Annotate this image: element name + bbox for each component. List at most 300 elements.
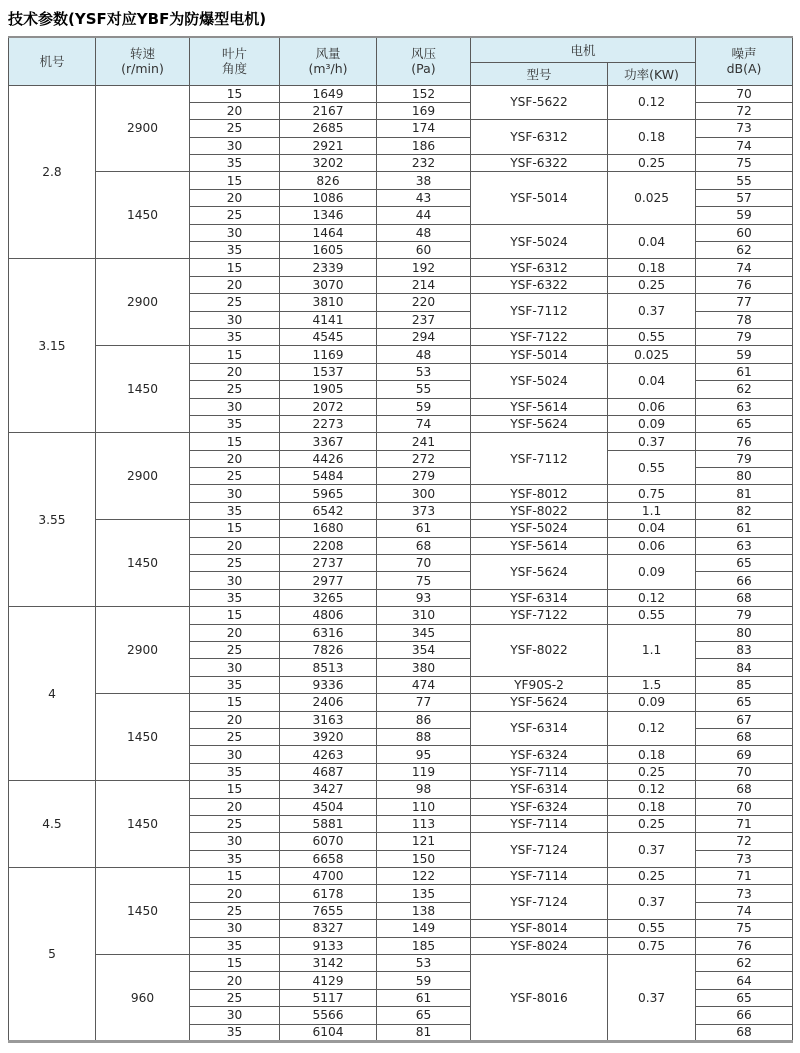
- cell-motor-model: YSF-8022: [471, 502, 608, 519]
- cell-blade-angle: 35: [190, 155, 280, 172]
- cell-air-volume: 2072: [280, 398, 377, 415]
- cell-blade-angle: 25: [190, 728, 280, 745]
- cell-noise: 84: [696, 659, 793, 676]
- cell-motor-power: 0.09: [608, 555, 696, 590]
- cell-air-pressure: 122: [377, 868, 471, 885]
- cell-air-volume: 6542: [280, 502, 377, 519]
- cell-blade-angle: 35: [190, 850, 280, 867]
- table-row: [9, 85, 793, 102]
- cell-air-pressure: 373: [377, 502, 471, 519]
- cell-blade-angle: 20: [190, 450, 280, 467]
- cell-motor-power: 0.37: [608, 294, 696, 329]
- header-noise-unit: dB(A): [726, 61, 762, 77]
- cell-motor-model: YSF-6312: [471, 120, 608, 155]
- cell-noise: 81: [696, 485, 793, 502]
- cell-blade-angle: 35: [190, 328, 280, 345]
- cell-air-pressure: 192: [377, 259, 471, 276]
- cell-machine-no: 3.55: [9, 433, 96, 607]
- cell-air-pressure: 70: [377, 555, 471, 572]
- cell-air-pressure: 237: [377, 311, 471, 328]
- cell-blade-angle: 25: [190, 989, 280, 1006]
- cell-motor-model: YSF-7122: [471, 328, 608, 345]
- cell-noise: 67: [696, 711, 793, 728]
- cell-air-volume: 5117: [280, 989, 377, 1006]
- header-blade-angle: [190, 37, 280, 85]
- cell-air-pressure: 44: [377, 207, 471, 224]
- cell-air-pressure: 48: [377, 224, 471, 241]
- header-air-volume: [280, 37, 377, 85]
- cell-noise: 79: [696, 607, 793, 624]
- cell-air-volume: 9133: [280, 937, 377, 954]
- cell-air-volume: 1086: [280, 189, 377, 206]
- cell-air-pressure: 75: [377, 572, 471, 589]
- cell-air-volume: 3920: [280, 728, 377, 745]
- cell-air-volume: 4263: [280, 746, 377, 763]
- cell-air-volume: 5484: [280, 468, 377, 485]
- cell-air-pressure: 43: [377, 189, 471, 206]
- cell-motor-power: 0.55: [608, 607, 696, 624]
- cell-blade-angle: 25: [190, 902, 280, 919]
- header-motor-power: 功率(KW): [608, 62, 696, 85]
- cell-noise: 75: [696, 155, 793, 172]
- cell-blade-angle: 35: [190, 415, 280, 432]
- cell-blade-angle: 25: [190, 815, 280, 832]
- cell-noise: 80: [696, 624, 793, 641]
- cell-motor-power: 1.1: [608, 624, 696, 676]
- cell-air-volume: 2208: [280, 537, 377, 554]
- header-machine-no: [9, 37, 96, 85]
- cell-motor-power: 0.12: [608, 711, 696, 746]
- cell-blade-angle: 20: [190, 189, 280, 206]
- cell-motor-power: 0.18: [608, 259, 696, 276]
- header-motor-model: 型号: [471, 62, 608, 85]
- cell-air-pressure: 81: [377, 1024, 471, 1041]
- cell-air-pressure: 294: [377, 328, 471, 345]
- cell-motor-power: 1.1: [608, 502, 696, 519]
- cell-air-pressure: 354: [377, 642, 471, 659]
- cell-motor-model: YSF-5014: [471, 346, 608, 363]
- cell-noise: 60: [696, 224, 793, 241]
- cell-blade-angle: 15: [190, 346, 280, 363]
- cell-noise: 62: [696, 955, 793, 972]
- cell-motor-model: YSF-7114: [471, 815, 608, 832]
- cell-machine-no: 5: [9, 868, 96, 1042]
- cell-noise: 57: [696, 189, 793, 206]
- cell-air-pressure: 38: [377, 172, 471, 189]
- page-title: 技术参数(YSF对应YBF为防爆型电机): [8, 10, 267, 28]
- cell-air-pressure: 121: [377, 833, 471, 850]
- cell-air-pressure: 310: [377, 607, 471, 624]
- header-blade-angle-label-1: 叶片: [221, 46, 247, 61]
- cell-motor-model: YSF-8014: [471, 920, 608, 937]
- table-row: [9, 520, 793, 537]
- cell-noise: 70: [696, 798, 793, 815]
- cell-blade-angle: 20: [190, 102, 280, 119]
- cell-air-volume: 1346: [280, 207, 377, 224]
- cell-noise: 62: [696, 242, 793, 259]
- cell-noise: 55: [696, 172, 793, 189]
- cell-blade-angle: 25: [190, 294, 280, 311]
- cell-blade-angle: 30: [190, 1007, 280, 1024]
- cell-motor-model: YSF-6322: [471, 155, 608, 172]
- cell-motor-power: 0.06: [608, 398, 696, 415]
- cell-air-pressure: 152: [377, 85, 471, 102]
- cell-blade-angle: 35: [190, 242, 280, 259]
- cell-motor-model: YSF-7122: [471, 607, 608, 624]
- cell-noise: 76: [696, 276, 793, 293]
- cell-blade-angle: 15: [190, 607, 280, 624]
- cell-air-pressure: 65: [377, 1007, 471, 1024]
- cell-air-pressure: 113: [377, 815, 471, 832]
- table-row: [9, 607, 793, 624]
- cell-motor-model: YSF-8022: [471, 624, 608, 676]
- cell-machine-no: 4.5: [9, 781, 96, 868]
- cell-motor-model: YSF-5624: [471, 694, 608, 711]
- cell-motor-power: 0.09: [608, 694, 696, 711]
- cell-motor-model: YSF-7124: [471, 833, 608, 868]
- cell-air-volume: 6104: [280, 1024, 377, 1041]
- cell-air-volume: 3202: [280, 155, 377, 172]
- cell-noise: 79: [696, 450, 793, 467]
- cell-air-pressure: 345: [377, 624, 471, 641]
- cell-air-pressure: 149: [377, 920, 471, 937]
- cell-air-volume: 2273: [280, 415, 377, 432]
- cell-speed: 1450: [96, 781, 190, 868]
- cell-motor-power: 0.18: [608, 120, 696, 155]
- cell-air-pressure: 53: [377, 955, 471, 972]
- cell-air-volume: 6070: [280, 833, 377, 850]
- cell-air-pressure: 214: [377, 276, 471, 293]
- cell-air-pressure: 48: [377, 346, 471, 363]
- header-noise: [696, 37, 793, 85]
- cell-air-pressure: 68: [377, 537, 471, 554]
- cell-air-pressure: 174: [377, 120, 471, 137]
- cell-noise: 59: [696, 207, 793, 224]
- cell-air-volume: 3142: [280, 955, 377, 972]
- cell-blade-angle: 30: [190, 398, 280, 415]
- cell-motor-power: 0.12: [608, 781, 696, 798]
- cell-motor-power: 0.025: [608, 172, 696, 224]
- cell-blade-angle: 20: [190, 276, 280, 293]
- cell-motor-model: YSF-8024: [471, 937, 608, 954]
- cell-blade-angle: 20: [190, 363, 280, 380]
- table-row: [9, 694, 793, 711]
- cell-noise: 70: [696, 763, 793, 780]
- cell-air-pressure: 138: [377, 902, 471, 919]
- cell-noise: 74: [696, 902, 793, 919]
- cell-air-volume: 5881: [280, 815, 377, 832]
- cell-noise: 68: [696, 781, 793, 798]
- cell-motor-power: 0.75: [608, 485, 696, 502]
- cell-noise: 74: [696, 137, 793, 154]
- cell-air-volume: 826: [280, 172, 377, 189]
- cell-speed: 2900: [96, 607, 190, 694]
- cell-motor-power: 0.75: [608, 937, 696, 954]
- cell-air-volume: 4141: [280, 311, 377, 328]
- cell-air-pressure: 74: [377, 415, 471, 432]
- cell-blade-angle: 30: [190, 833, 280, 850]
- cell-noise: 76: [696, 433, 793, 450]
- cell-air-volume: 4426: [280, 450, 377, 467]
- cell-blade-angle: 15: [190, 868, 280, 885]
- cell-air-pressure: 185: [377, 937, 471, 954]
- cell-blade-angle: 15: [190, 259, 280, 276]
- cell-noise: 71: [696, 868, 793, 885]
- cell-blade-angle: 25: [190, 381, 280, 398]
- cell-noise: 63: [696, 537, 793, 554]
- cell-motor-power: 0.09: [608, 415, 696, 432]
- cell-air-volume: 1169: [280, 346, 377, 363]
- cell-air-pressure: 55: [377, 381, 471, 398]
- cell-blade-angle: 30: [190, 659, 280, 676]
- cell-air-volume: 2339: [280, 259, 377, 276]
- cell-noise: 65: [696, 989, 793, 1006]
- cell-motor-model: YSF-6314: [471, 781, 608, 798]
- cell-air-volume: 4806: [280, 607, 377, 624]
- cell-air-volume: 2921: [280, 137, 377, 154]
- header-air-pressure: [377, 37, 471, 85]
- cell-motor-power: 0.37: [608, 955, 696, 1042]
- technical-parameters-table: [8, 36, 793, 1043]
- cell-air-pressure: 93: [377, 589, 471, 606]
- cell-machine-no: 4: [9, 607, 96, 781]
- cell-blade-angle: 20: [190, 711, 280, 728]
- cell-blade-angle: 15: [190, 172, 280, 189]
- cell-motor-model: YSF-5622: [471, 85, 608, 120]
- cell-motor-model: YSF-5024: [471, 520, 608, 537]
- cell-air-volume: 4687: [280, 763, 377, 780]
- cell-air-pressure: 186: [377, 137, 471, 154]
- header-air-volume-label: 风量: [315, 46, 341, 61]
- cell-air-volume: 1605: [280, 242, 377, 259]
- table-row: [9, 433, 793, 450]
- cell-noise: 66: [696, 1007, 793, 1024]
- cell-air-volume: 2406: [280, 694, 377, 711]
- cell-air-volume: 6658: [280, 850, 377, 867]
- table-row: [9, 346, 793, 363]
- cell-noise: 73: [696, 885, 793, 902]
- cell-noise: 73: [696, 850, 793, 867]
- cell-noise: 79: [696, 328, 793, 345]
- cell-air-pressure: 86: [377, 711, 471, 728]
- cell-motor-model: YSF-5014: [471, 172, 608, 224]
- header-noise-label: 噪声: [731, 46, 757, 61]
- cell-noise: 65: [696, 694, 793, 711]
- cell-noise: 68: [696, 589, 793, 606]
- cell-blade-angle: 35: [190, 502, 280, 519]
- cell-air-pressure: 300: [377, 485, 471, 502]
- cell-motor-model: YF90S-2: [471, 676, 608, 693]
- cell-air-volume: 2167: [280, 102, 377, 119]
- cell-noise: 72: [696, 833, 793, 850]
- cell-air-volume: 1537: [280, 363, 377, 380]
- cell-speed: 1450: [96, 868, 190, 955]
- header-machine-no-label: 机号: [39, 53, 65, 69]
- cell-noise: 69: [696, 746, 793, 763]
- cell-noise: 59: [696, 346, 793, 363]
- cell-motor-power: 0.04: [608, 520, 696, 537]
- cell-noise: 66: [696, 572, 793, 589]
- cell-air-volume: 6178: [280, 885, 377, 902]
- cell-air-pressure: 220: [377, 294, 471, 311]
- cell-air-pressure: 272: [377, 450, 471, 467]
- cell-blade-angle: 35: [190, 589, 280, 606]
- cell-air-volume: 6316: [280, 624, 377, 641]
- cell-motor-power: 0.04: [608, 363, 696, 398]
- cell-blade-angle: 20: [190, 972, 280, 989]
- header-blade-angle-label-2: 角度: [221, 61, 247, 77]
- cell-air-volume: 8513: [280, 659, 377, 676]
- cell-air-volume: 3070: [280, 276, 377, 293]
- cell-motor-model: YSF-5614: [471, 537, 608, 554]
- cell-noise: 71: [696, 815, 793, 832]
- cell-blade-angle: 15: [190, 694, 280, 711]
- cell-air-pressure: 88: [377, 728, 471, 745]
- cell-motor-model: YSF-6322: [471, 276, 608, 293]
- cell-air-pressure: 95: [377, 746, 471, 763]
- cell-noise: 70: [696, 85, 793, 102]
- cell-motor-model: YSF-6312: [471, 259, 608, 276]
- cell-air-pressure: 119: [377, 763, 471, 780]
- table-row: [9, 259, 793, 276]
- cell-motor-power: 0.25: [608, 868, 696, 885]
- cell-noise: 64: [696, 972, 793, 989]
- cell-motor-model: YSF-7114: [471, 868, 608, 885]
- cell-air-pressure: 110: [377, 798, 471, 815]
- cell-air-pressure: 380: [377, 659, 471, 676]
- table-row: [9, 172, 793, 189]
- cell-motor-power: 0.25: [608, 815, 696, 832]
- cell-air-volume: 5566: [280, 1007, 377, 1024]
- cell-noise: 63: [696, 398, 793, 415]
- cell-motor-model: YSF-7112: [471, 294, 608, 329]
- cell-noise: 75: [696, 920, 793, 937]
- cell-air-pressure: 232: [377, 155, 471, 172]
- cell-blade-angle: 35: [190, 676, 280, 693]
- cell-noise: 68: [696, 1024, 793, 1041]
- cell-motor-model: YSF-6314: [471, 711, 608, 746]
- cell-air-pressure: 60: [377, 242, 471, 259]
- cell-motor-model: YSF-5624: [471, 415, 608, 432]
- cell-machine-no: 3.15: [9, 259, 96, 433]
- cell-blade-angle: 25: [190, 120, 280, 137]
- cell-motor-model: YSF-5024: [471, 224, 608, 259]
- cell-air-volume: 1905: [280, 381, 377, 398]
- cell-blade-angle: 15: [190, 955, 280, 972]
- cell-blade-angle: 25: [190, 207, 280, 224]
- cell-motor-power: 0.04: [608, 224, 696, 259]
- cell-noise: 83: [696, 642, 793, 659]
- cell-air-volume: 4129: [280, 972, 377, 989]
- header-air-pressure-label: 风压: [410, 46, 436, 61]
- cell-air-volume: 4545: [280, 328, 377, 345]
- cell-speed: 2900: [96, 85, 190, 172]
- cell-blade-angle: 30: [190, 224, 280, 241]
- cell-blade-angle: 25: [190, 468, 280, 485]
- cell-blade-angle: 25: [190, 642, 280, 659]
- cell-blade-angle: 30: [190, 920, 280, 937]
- cell-blade-angle: 30: [190, 572, 280, 589]
- cell-noise: 62: [696, 381, 793, 398]
- cell-blade-angle: 15: [190, 781, 280, 798]
- table-header: [9, 37, 793, 85]
- cell-blade-angle: 15: [190, 433, 280, 450]
- cell-blade-angle: 35: [190, 1024, 280, 1041]
- cell-blade-angle: 20: [190, 537, 280, 554]
- cell-air-pressure: 169: [377, 102, 471, 119]
- cell-blade-angle: 20: [190, 885, 280, 902]
- cell-motor-model: YSF-5624: [471, 555, 608, 590]
- cell-noise: 68: [696, 728, 793, 745]
- cell-noise: 61: [696, 520, 793, 537]
- cell-noise: 72: [696, 102, 793, 119]
- cell-air-volume: 1649: [280, 85, 377, 102]
- cell-air-volume: 2685: [280, 120, 377, 137]
- cell-blade-angle: 25: [190, 555, 280, 572]
- header-row-1: [9, 37, 793, 62]
- cell-noise: 73: [696, 120, 793, 137]
- cell-motor-power: 0.55: [608, 920, 696, 937]
- cell-air-volume: 1680: [280, 520, 377, 537]
- cell-blade-angle: 15: [190, 85, 280, 102]
- cell-motor-model: YSF-5614: [471, 398, 608, 415]
- cell-air-pressure: 59: [377, 972, 471, 989]
- cell-noise: 85: [696, 676, 793, 693]
- cell-speed: 1450: [96, 346, 190, 433]
- cell-blade-angle: 15: [190, 520, 280, 537]
- table-row: [9, 868, 793, 885]
- cell-speed: 2900: [96, 433, 190, 520]
- cell-noise: 76: [696, 937, 793, 954]
- cell-blade-angle: 20: [190, 798, 280, 815]
- cell-air-pressure: 61: [377, 520, 471, 537]
- cell-air-volume: 2977: [280, 572, 377, 589]
- cell-motor-power: 0.37: [608, 833, 696, 868]
- cell-speed: 1450: [96, 694, 190, 781]
- cell-noise: 65: [696, 555, 793, 572]
- header-speed-label: 转速: [129, 46, 155, 61]
- cell-motor-power: 0.025: [608, 346, 696, 363]
- header-air-volume-unit: (m³/h): [308, 61, 348, 77]
- cell-motor-model: YSF-7124: [471, 885, 608, 920]
- cell-motor-power: 0.06: [608, 537, 696, 554]
- cell-air-volume: 8327: [280, 920, 377, 937]
- table-body: [9, 85, 793, 1041]
- cell-air-volume: 3265: [280, 589, 377, 606]
- cell-air-pressure: 150: [377, 850, 471, 867]
- cell-air-pressure: 61: [377, 989, 471, 1006]
- cell-motor-model: YSF-6324: [471, 746, 608, 763]
- cell-blade-angle: 30: [190, 137, 280, 154]
- header-air-pressure-unit: (Pa): [411, 61, 436, 77]
- cell-speed: 1450: [96, 172, 190, 259]
- cell-blade-angle: 30: [190, 746, 280, 763]
- cell-air-pressure: 53: [377, 363, 471, 380]
- cell-air-pressure: 59: [377, 398, 471, 415]
- cell-machine-no: 2.8: [9, 85, 96, 259]
- cell-air-pressure: 474: [377, 676, 471, 693]
- cell-motor-power: 0.37: [608, 433, 696, 450]
- cell-air-volume: 3810: [280, 294, 377, 311]
- cell-motor-power: 0.18: [608, 798, 696, 815]
- cell-speed: 1450: [96, 520, 190, 607]
- cell-noise: 77: [696, 294, 793, 311]
- cell-motor-model: YSF-8016: [471, 955, 608, 1042]
- cell-noise: 78: [696, 311, 793, 328]
- cell-air-volume: 5965: [280, 485, 377, 502]
- cell-motor-power: 0.18: [608, 746, 696, 763]
- cell-blade-angle: 30: [190, 311, 280, 328]
